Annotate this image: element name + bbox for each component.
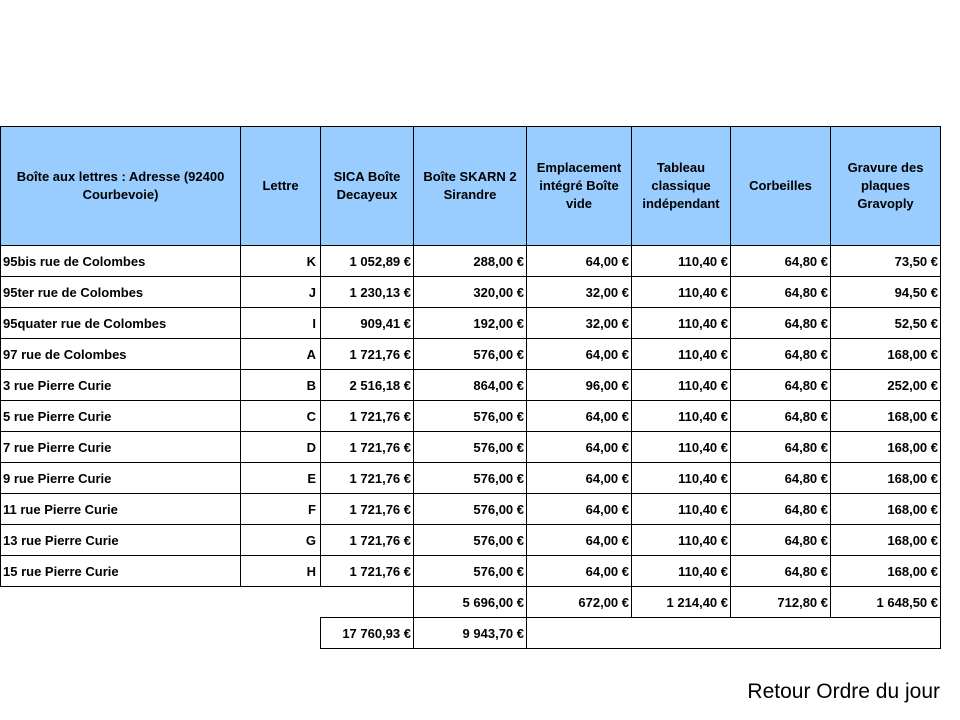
cell-address: 9 rue Pierre Curie [1,463,241,494]
cell-bins: 64,80 € [731,463,831,494]
blank-box [527,618,941,649]
cell-skarn: 288,00 € [414,246,527,277]
cell-engraving: 252,00 € [831,370,941,401]
cell-skarn: 864,00 € [414,370,527,401]
cell-engraving: 168,00 € [831,339,941,370]
cell-engraving: 168,00 € [831,463,941,494]
column-total: 712,80 € [731,587,831,618]
cell-letter: D [241,432,321,463]
column-totals-row [1,587,941,618]
cell-sica: 1 721,76 € [321,401,414,432]
cell-skarn: 576,00 € [414,339,527,370]
column-total: 1 648,50 € [831,587,941,618]
empty-cell [321,587,414,618]
cell-empty-slot: 64,00 € [527,339,632,370]
header-skarn-box: Boîte SKARN 2 Sirandre [414,127,527,246]
table-row [1,463,941,494]
cell-classic-board: 110,40 € [632,494,731,525]
cell-letter: K [241,246,321,277]
cell-empty-slot: 64,00 € [527,432,632,463]
cell-classic-board: 110,40 € [632,432,731,463]
cell-sica: 1 052,89 € [321,246,414,277]
cell-letter: I [241,308,321,339]
cell-engraving: 168,00 € [831,494,941,525]
cell-sica: 1 721,76 € [321,525,414,556]
cell-letter: E [241,463,321,494]
cell-engraving: 168,00 € [831,525,941,556]
cell-bins: 64,80 € [731,308,831,339]
cell-letter: B [241,370,321,401]
cost-table [0,126,941,649]
header-classic-board: Tableau classique indépendant [632,127,731,246]
cell-classic-board: 110,40 € [632,401,731,432]
header-letter: Lettre [241,127,321,246]
cell-sica: 909,41 € [321,308,414,339]
cell-address: 7 rue Pierre Curie [1,432,241,463]
cell-skarn: 576,00 € [414,401,527,432]
cell-address: 13 rue Pierre Curie [1,525,241,556]
cell-classic-board: 110,40 € [632,339,731,370]
cell-engraving: 52,50 € [831,308,941,339]
cell-address: 5 rue Pierre Curie [1,401,241,432]
cell-address: 95quater rue de Colombes [1,308,241,339]
table-row [1,308,941,339]
cell-address: 97 rue de Colombes [1,339,241,370]
cell-engraving: 168,00 € [831,432,941,463]
cell-empty-slot: 64,00 € [527,246,632,277]
grand-totals-row [1,618,941,649]
table-row [1,494,941,525]
cell-bins: 64,80 € [731,525,831,556]
cell-empty-slot: 64,00 € [527,525,632,556]
cell-bins: 64,80 € [731,339,831,370]
cell-empty-slot: 32,00 € [527,308,632,339]
cell-empty-slot: 64,00 € [527,401,632,432]
cell-skarn: 576,00 € [414,432,527,463]
cell-classic-board: 110,40 € [632,463,731,494]
cell-classic-board: 110,40 € [632,556,731,587]
cell-address: 95ter rue de Colombes [1,277,241,308]
cell-engraving: 168,00 € [831,556,941,587]
cell-sica: 1 721,76 € [321,339,414,370]
cell-bins: 64,80 € [731,432,831,463]
table-row [1,277,941,308]
cell-bins: 64,80 € [731,277,831,308]
column-total: 672,00 € [527,587,632,618]
header-sica-box: SICA Boîte Decayeux [321,127,414,246]
return-agenda-link[interactable]: Retour Ordre du jour [747,680,940,703]
table-row [1,370,941,401]
cell-classic-board: 110,40 € [632,246,731,277]
cell-skarn: 576,00 € [414,556,527,587]
cell-letter: J [241,277,321,308]
table-body [1,246,941,649]
table-row [1,432,941,463]
cell-sica: 1 721,76 € [321,432,414,463]
cell-engraving: 73,50 € [831,246,941,277]
cell-bins: 64,80 € [731,246,831,277]
table-row [1,339,941,370]
cell-classic-board: 110,40 € [632,308,731,339]
empty-cell [241,618,321,649]
cell-classic-board: 110,40 € [632,277,731,308]
cell-sica: 2 516,18 € [321,370,414,401]
column-total: 5 696,00 € [414,587,527,618]
cell-skarn: 576,00 € [414,494,527,525]
cell-engraving: 168,00 € [831,401,941,432]
cell-skarn: 576,00 € [414,463,527,494]
grand-total: 9 943,70 € [414,618,527,649]
cell-letter: G [241,525,321,556]
cell-empty-slot: 96,00 € [527,370,632,401]
cell-skarn: 192,00 € [414,308,527,339]
cell-address: 95bis rue de Colombes [1,246,241,277]
grand-total: 17 760,93 € [321,618,414,649]
cell-empty-slot: 64,00 € [527,494,632,525]
cell-letter: A [241,339,321,370]
table-row [1,556,941,587]
cell-address: 3 rue Pierre Curie [1,370,241,401]
cell-address: 11 rue Pierre Curie [1,494,241,525]
cell-bins: 64,80 € [731,370,831,401]
cell-empty-slot: 64,00 € [527,556,632,587]
cell-letter: F [241,494,321,525]
cell-sica: 1 721,76 € [321,463,414,494]
cell-skarn: 576,00 € [414,525,527,556]
cell-letter: H [241,556,321,587]
header-bins: Corbeilles [731,127,831,246]
header-address: Boîte aux lettres : Adresse (92400 Courbevoie) [1,127,241,246]
cell-bins: 64,80 € [731,401,831,432]
cell-classic-board: 110,40 € [632,525,731,556]
empty-cell [1,587,241,618]
table-row [1,246,941,277]
header-empty-slot: Emplacement intégré Boîte vide [527,127,632,246]
cell-empty-slot: 64,00 € [527,463,632,494]
cell-classic-board: 110,40 € [632,370,731,401]
cell-sica: 1 230,13 € [321,277,414,308]
cell-letter: C [241,401,321,432]
column-total: 1 214,40 € [632,587,731,618]
empty-cell [1,618,241,649]
table-row [1,401,941,432]
empty-cell [241,587,321,618]
cell-bins: 64,80 € [731,494,831,525]
cell-sica: 1 721,76 € [321,556,414,587]
cell-address: 15 rue Pierre Curie [1,556,241,587]
cell-empty-slot: 32,00 € [527,277,632,308]
cell-bins: 64,80 € [731,556,831,587]
header-plate-engraving: Gravure des plaques Gravoply [831,127,941,246]
table-row [1,525,941,556]
cell-sica: 1 721,76 € [321,494,414,525]
header-row [1,127,941,246]
cell-skarn: 320,00 € [414,277,527,308]
cell-engraving: 94,50 € [831,277,941,308]
